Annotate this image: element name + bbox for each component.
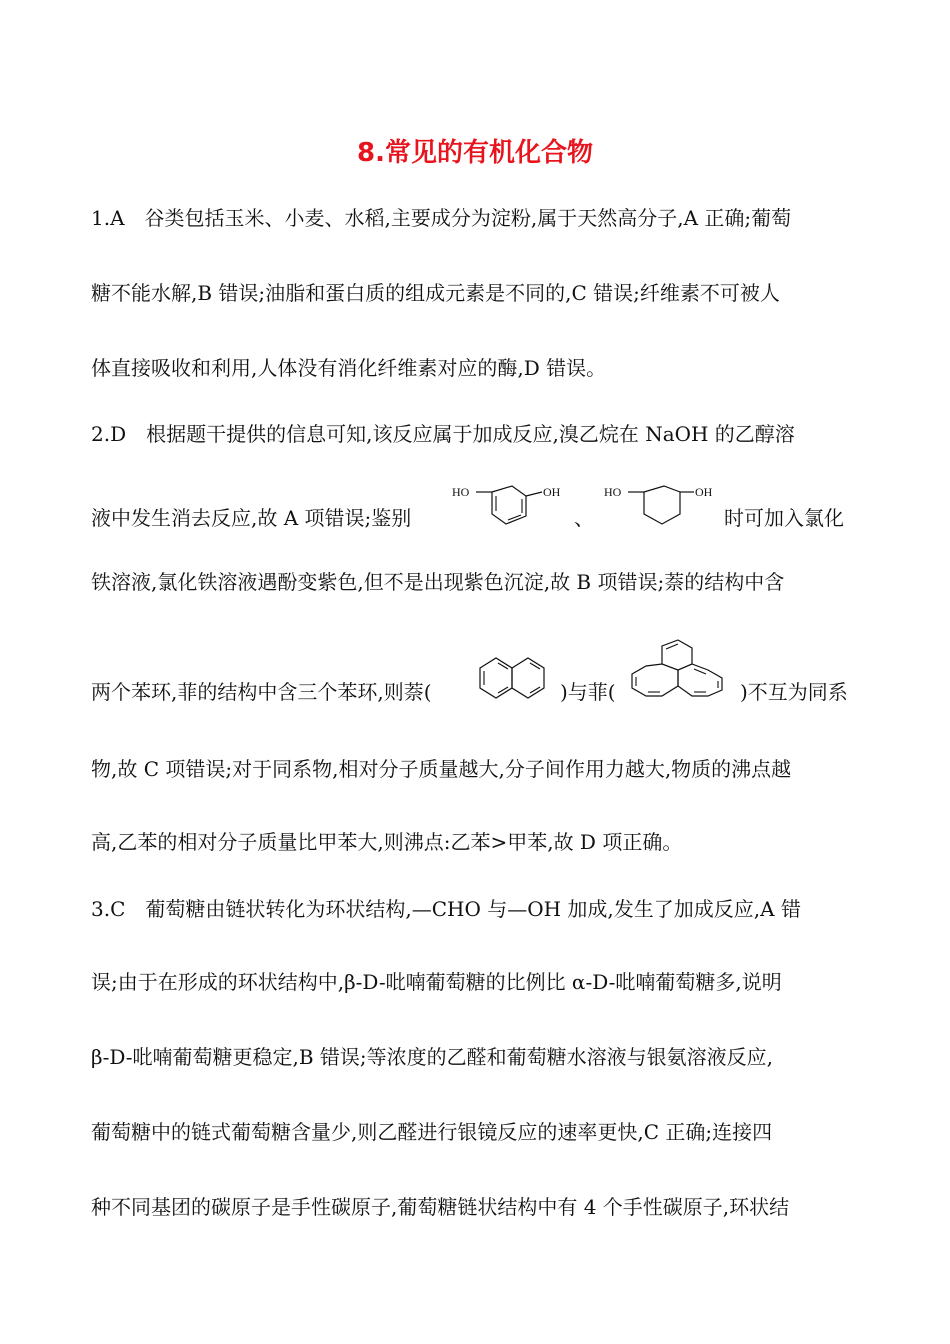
naphthalene-structure bbox=[470, 652, 560, 704]
q3-line-2: 误;由于在形成的环状结构中,β-D-吡喃葡萄糖的比例比 α-D-吡喃葡萄糖多,说明 bbox=[91, 970, 782, 994]
q3-line-1: 3.C 葡萄糖由链状转化为环状结构,—CHO 与—OH 加成,发生了加成反应,A 错 bbox=[91, 897, 801, 921]
q2-line-2c: 时可加入氯化 bbox=[724, 506, 844, 530]
q2-line-1: 2.D 根据题干提供的信息可知,该反应属于加成反应,溴乙烷在 NaOH 的乙醇溶 bbox=[91, 422, 795, 446]
q2-line-3: 铁溶液,氯化铁溶液遇酚变紫色,但不是出现紫色沉淀,故 B 项错误;萘的结构中含 bbox=[91, 570, 785, 594]
phenanthrene-structure bbox=[622, 638, 738, 704]
oh-label-2: OH bbox=[695, 485, 713, 499]
q2-line-2b: 、 bbox=[574, 506, 594, 530]
q2-line-4b: )与菲( bbox=[560, 680, 616, 704]
q1-line-3: 体直接吸收和利用,人体没有消化纤维素对应的酶,D 错误。 bbox=[91, 356, 607, 380]
ho-label-2: HO bbox=[604, 485, 622, 499]
q1-line-2: 糖不能水解,B 错误;油脂和蛋白质的组成元素是不同的,C 错误;纤维素不可被人 bbox=[91, 281, 780, 305]
q2-line-5: 物,故 C 项错误;对于同系物,相对分子质量越大,分子间作用力越大,物质的沸点越 bbox=[91, 757, 792, 781]
q2-line-4c: )不互为同系 bbox=[740, 680, 848, 704]
page-title: 8.常见的有机化合物 bbox=[357, 138, 593, 168]
q2-line-6: 高,乙苯的相对分子质量比甲苯大,则沸点:乙苯>甲苯,故 D 项正确。 bbox=[91, 830, 683, 854]
oh-label: OH bbox=[543, 485, 561, 499]
q3-line-3: β-D-吡喃葡萄糖更稳定,B 错误;等浓度的乙醛和葡萄糖水溶液与银氨溶液反应, bbox=[91, 1045, 773, 1069]
q3-line-5: 种不同基团的碳原子是手性碳原子,葡萄糖链状结构中有 4 个手性碳原子,环状结 bbox=[91, 1195, 790, 1219]
q2-line-2a: 液中发生消去反应,故 A 项错误;鉴别 bbox=[91, 506, 412, 530]
cyclohexanediol-structure bbox=[600, 480, 726, 530]
q1-line-1: 1.A 谷类包括玉米、小麦、水稻,主要成分为淀粉,属于天然高分子,A 正确;葡萄 bbox=[91, 206, 792, 230]
ho-label: HO bbox=[452, 485, 470, 499]
q3-line-4: 葡萄糖中的链式葡萄糖含量少,则乙醛进行银镜反应的速率更快,C 正确;连接四 bbox=[91, 1120, 773, 1144]
resorcinol-structure bbox=[450, 480, 576, 530]
q2-line-4a: 两个苯环,菲的结构中含三个苯环,则萘( bbox=[91, 680, 432, 704]
